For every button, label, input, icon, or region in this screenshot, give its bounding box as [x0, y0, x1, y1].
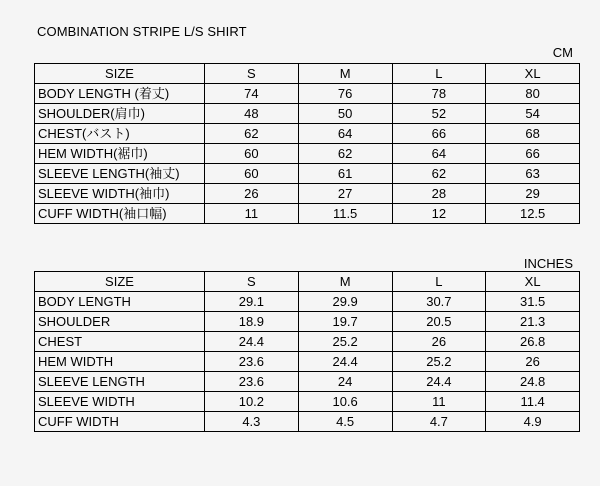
table-cell: 29.9	[298, 292, 392, 312]
table-cell: 12.5	[486, 204, 580, 224]
table-cell: 30.7	[392, 292, 486, 312]
table-cell: 11.5	[298, 204, 392, 224]
cm-unit-label: CM	[552, 45, 573, 60]
table-cell: 54	[486, 104, 580, 124]
table-cell: 29.1	[205, 292, 299, 312]
table-cell: 24.8	[486, 372, 580, 392]
table-row	[35, 372, 580, 392]
table-cell: 66	[392, 124, 486, 144]
table-cell: 25.2	[298, 332, 392, 352]
table-cell: 4.7	[392, 412, 486, 432]
table-header-row	[35, 64, 580, 84]
table-cell: 11	[392, 392, 486, 412]
table-cell: 4.9	[486, 412, 580, 432]
table-cell: 80	[486, 84, 580, 104]
table-cell: 10.2	[205, 392, 299, 412]
table-cell: 68	[486, 124, 580, 144]
row-label: BODY LENGTH	[35, 292, 205, 312]
header-cell: M	[298, 272, 392, 292]
row-label: CUFF WIDTH(袖口幅)	[35, 204, 205, 224]
table-cell: 63	[486, 164, 580, 184]
table-cell: 62	[392, 164, 486, 184]
table-cell: 76	[298, 84, 392, 104]
table-cell: 23.6	[205, 372, 299, 392]
table-cell: 66	[486, 144, 580, 164]
table-cell: 11.4	[486, 392, 580, 412]
header-cell: S	[205, 64, 299, 84]
table-cell: 26	[205, 184, 299, 204]
table-row	[35, 412, 580, 432]
table-cell: 24.4	[205, 332, 299, 352]
table-row	[35, 292, 580, 312]
row-label: CHEST	[35, 332, 205, 352]
header-cell: L	[392, 272, 486, 292]
table-cell: 62	[298, 144, 392, 164]
table-row	[35, 164, 580, 184]
header-cell: L	[392, 64, 486, 84]
table-cell: 24.4	[392, 372, 486, 392]
table-cell: 26	[392, 332, 486, 352]
inches-unit-label: INCHES	[523, 256, 573, 271]
table-cell: 61	[298, 164, 392, 184]
table-cell: 64	[298, 124, 392, 144]
table-row	[35, 332, 580, 352]
table-cell: 60	[205, 164, 299, 184]
row-label: SLEEVE LENGTH	[35, 372, 205, 392]
row-label: SLEEVE WIDTH(袖巾)	[35, 184, 205, 204]
cm-size-table	[34, 63, 580, 224]
table-cell: 25.2	[392, 352, 486, 372]
header-cell: SIZE	[35, 272, 205, 292]
table-row	[35, 392, 580, 412]
table-cell: 24.4	[298, 352, 392, 372]
table-cell: 28	[392, 184, 486, 204]
table-cell: 4.5	[298, 412, 392, 432]
table-row	[35, 124, 580, 144]
inches-size-table	[34, 271, 580, 432]
header-cell: S	[205, 272, 299, 292]
row-label: BODY LENGTH (着丈)	[35, 84, 205, 104]
table-cell: 52	[392, 104, 486, 124]
table-cell: 4.3	[205, 412, 299, 432]
table-cell: 29	[486, 184, 580, 204]
table-cell: 31.5	[486, 292, 580, 312]
table-header-row	[35, 272, 580, 292]
table-cell: 48	[205, 104, 299, 124]
table-cell: 64	[392, 144, 486, 164]
table-cell: 11	[205, 204, 299, 224]
header-cell: XL	[486, 64, 580, 84]
table-row	[35, 104, 580, 124]
row-label: CHEST(バスト)	[35, 124, 205, 144]
header-cell: M	[298, 64, 392, 84]
table-cell: 20.5	[392, 312, 486, 332]
table-cell: 24	[298, 372, 392, 392]
table-row	[35, 84, 580, 104]
table-cell: 26	[486, 352, 580, 372]
table-cell: 23.6	[205, 352, 299, 372]
table-cell: 62	[205, 124, 299, 144]
table-cell: 12	[392, 204, 486, 224]
table-row	[35, 144, 580, 164]
row-label: CUFF WIDTH	[35, 412, 205, 432]
table-row	[35, 204, 580, 224]
row-label: SLEEVE WIDTH	[35, 392, 205, 412]
row-label: HEM WIDTH(裾巾)	[35, 144, 205, 164]
table-cell: 27	[298, 184, 392, 204]
table-cell: 60	[205, 144, 299, 164]
table-cell: 18.9	[205, 312, 299, 332]
table-cell: 21.3	[486, 312, 580, 332]
table-cell: 74	[205, 84, 299, 104]
header-cell: XL	[486, 272, 580, 292]
table-row	[35, 312, 580, 332]
row-label: SHOULDER(肩巾)	[35, 104, 205, 124]
row-label: SHOULDER	[35, 312, 205, 332]
table-cell: 19.7	[298, 312, 392, 332]
header-cell: SIZE	[35, 64, 205, 84]
table-cell: 50	[298, 104, 392, 124]
row-label: HEM WIDTH	[35, 352, 205, 372]
table-cell: 10.6	[298, 392, 392, 412]
table-row	[35, 352, 580, 372]
table-cell: 26.8	[486, 332, 580, 352]
table-row	[35, 184, 580, 204]
page-title: COMBINATION STRIPE L/S SHIRT	[37, 24, 247, 39]
table-cell: 78	[392, 84, 486, 104]
row-label: SLEEVE LENGTH(袖丈)	[35, 164, 205, 184]
